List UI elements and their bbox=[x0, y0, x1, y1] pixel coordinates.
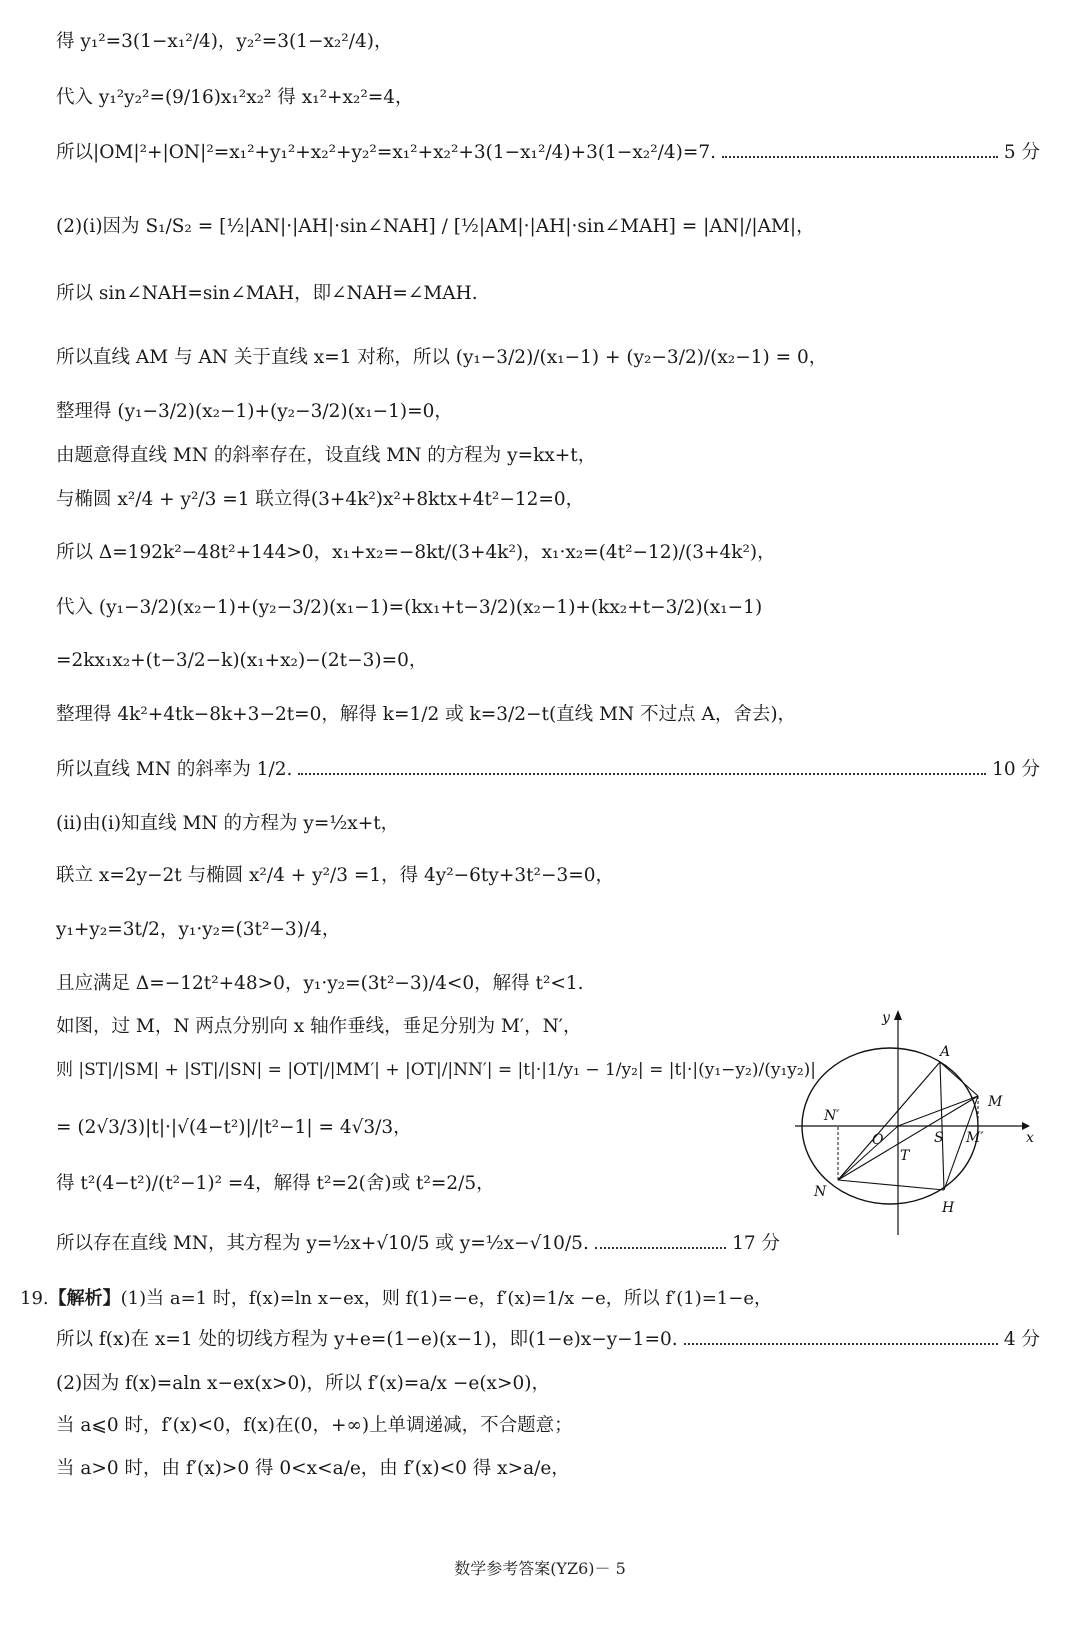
label-N-prime: N′ bbox=[824, 1108, 840, 1124]
solution-line: 整理得 4k²+4tk−8k+3−2t=0，解得 k=1/2 或 k=3/2−t(直线 MN 不过点 A，舍去)， bbox=[56, 704, 797, 725]
solution-line: y₁+y₂=3t/2，y₁·y₂=(3t²−3)/4， bbox=[56, 919, 341, 940]
label-A: A bbox=[940, 1044, 951, 1060]
solution-line: 且应满足 Δ=−12t²+48>0，y₁·y₂=(3t²−3)/4<0，解得 t²<1. bbox=[56, 973, 584, 994]
page-footer: 数学参考答案(YZ6)－ 5 bbox=[454, 1559, 626, 1578]
solution-text: 所以 f(x)在 x=1 处的切线方程为 y+e=(1−e)(x−1)，即(1−e)x−y−1=0. bbox=[56, 1329, 678, 1350]
solution-line: 则 |ST|/|SM| + |ST|/|SN| = |OT|/|MM′| + |OT|/|NN′| = |t|·|1/y₁ − 1/y₂| = |t|·|(y₁−y₂)/(y₁y₂)| bbox=[56, 1060, 817, 1080]
ellipse-figure bbox=[790, 1000, 1050, 1250]
scored-line bbox=[56, 1232, 780, 1256]
solution-text: 所以|OM|²+|ON|²=x₁²+y₁²+x₂²+y₂²=x₁²+x₂²+3(1−x₁²/4)+3(1−x₂²/4)=7. bbox=[56, 142, 717, 163]
label-T: T bbox=[900, 1148, 910, 1164]
solution-line: (2)(ⅰ)因为 S₁/S₂ = [½|AN|·|AH|·sin∠NAH] / [½|AM|·|AH|·sin∠MAH] = |AN|/|AM|， bbox=[56, 216, 815, 237]
label-N: N bbox=[814, 1184, 827, 1200]
solution-line: 所以直线 AM 与 AN 关于直线 x=1 对称，所以 (y₁−3/2)/(x₁−1) + (y₂−3/2)/(x₂−1) = 0， bbox=[56, 347, 828, 368]
solution-line: 所以 Δ=192k²−48t²+144>0，x₁+x₂=−8kt/(3+4k²)，x₁·x₂=(4t²−12)/(3+4k²)， bbox=[56, 542, 776, 563]
question-19-line bbox=[20, 1287, 772, 1311]
ellipse-diagram bbox=[790, 1000, 1050, 1250]
analysis-tag: 【解析】 bbox=[48, 1288, 121, 1309]
label-O: O bbox=[872, 1132, 884, 1148]
solution-line: 代入 y₁²y₂²=(9/16)x₁²x₂² 得 x₁²+x₂²=4， bbox=[56, 87, 414, 108]
question-number: 19. bbox=[20, 1288, 49, 1309]
leader-dots bbox=[684, 1343, 998, 1345]
leader-dots bbox=[722, 156, 998, 158]
label-x: x bbox=[1026, 1130, 1034, 1146]
solution-line: (ⅱ)由(ⅰ)知直线 MN 的方程为 y=½x+t， bbox=[56, 813, 400, 834]
y-axis-arrow bbox=[894, 1010, 902, 1020]
solution-line: 整理得 (y₁−3/2)(x₂−1)+(y₂−3/2)(x₁−1)=0， bbox=[56, 401, 453, 422]
leader-dots bbox=[595, 1247, 726, 1249]
scored-line bbox=[56, 141, 1040, 165]
score-mark: 10 分 bbox=[992, 759, 1040, 780]
solution-line: 与椭圆 x²/4 + y²/3 =1 联立得(3+4k²)x²+8ktx+4t²−12=0， bbox=[56, 489, 585, 510]
solution-text: 所以直线 MN 的斜率为 1/2. bbox=[56, 759, 293, 780]
scored-line bbox=[56, 1328, 1040, 1352]
x-axis-arrow bbox=[1022, 1122, 1030, 1130]
solution-line: 代入 (y₁−3/2)(x₂−1)+(y₂−3/2)(x₁−1)=(kx₁+t−3/2)(x₂−1)+(kx₂+t−3/2)(x₁−1) bbox=[56, 597, 763, 618]
segment-NH bbox=[838, 1180, 944, 1190]
scored-line bbox=[56, 758, 1040, 782]
solution-line: (2)因为 f(x)=aln x−ex(x>0)，所以 f′(x)=a/x −e(x>0)， bbox=[56, 1373, 550, 1394]
solution-line: 当 a>0 时，由 f′(x)>0 得 0<x<a/e，由 f′(x)<0 得 x>a/e， bbox=[56, 1458, 570, 1479]
solution-line: 得 t²(4−t²)/(t²−1)² =4，解得 t²=2(舍)或 t²=2/5， bbox=[56, 1173, 495, 1194]
solution-line: 当 a⩽0 时，f′(x)<0，f(x)在(0，+∞)上单调递减，不合题意； bbox=[56, 1415, 573, 1436]
solution-line: = (2√3/3)|t|·|√(4−t²)|/|t²−1| = 4√3/3， bbox=[56, 1117, 412, 1138]
solution-line: 得 y₁²=3(1−x₁²/4)，y₂²=3(1−x₂²/4)， bbox=[56, 31, 393, 52]
label-S: S bbox=[934, 1130, 944, 1146]
label-y: y bbox=[882, 1010, 890, 1026]
solution-line: 所以 sin∠NAH=sin∠MAH，即∠NAH=∠MAH. bbox=[56, 283, 478, 304]
label-H: H bbox=[942, 1200, 955, 1216]
score-mark: 5 分 bbox=[1003, 142, 1040, 163]
solution-line: =2kx₁x₂+(t−3/2−k)(x₁+x₂)−(2t−3)=0， bbox=[56, 650, 428, 671]
solution-line: 由题意得直线 MN 的斜率存在，设直线 MN 的方程为 y=kx+t， bbox=[56, 445, 597, 466]
segment-NO bbox=[838, 1126, 898, 1180]
solution-line: 联立 x=2y−2t 与椭圆 x²/4 + y²/3 =1，得 4y²−6ty+3t²−3=0， bbox=[56, 865, 614, 886]
label-M: M bbox=[988, 1094, 1003, 1110]
score-mark: 4 分 bbox=[1003, 1329, 1040, 1350]
segment-AM bbox=[940, 1062, 978, 1096]
segment-MN bbox=[838, 1096, 978, 1180]
solution-line: 如图，过 M，N 两点分别向 x 轴作垂线，垂足分别为 M′，N′， bbox=[56, 1016, 582, 1037]
segment-NA-inner bbox=[838, 1062, 940, 1180]
solution-text: (1)当 a=1 时，f(x)=ln x−ex，则 f(1)=−e，f′(x)=1/x −e，所以 f′(1)=1−e， bbox=[120, 1288, 772, 1309]
solution-text: 所以存在直线 MN，其方程为 y=½x+√10/5 或 y=½x−√10/5. bbox=[56, 1233, 589, 1254]
score-mark: 17 分 bbox=[732, 1233, 780, 1254]
leader-dots bbox=[298, 773, 986, 775]
segment-OM bbox=[898, 1096, 978, 1126]
label-M-prime: M′ bbox=[966, 1130, 984, 1146]
